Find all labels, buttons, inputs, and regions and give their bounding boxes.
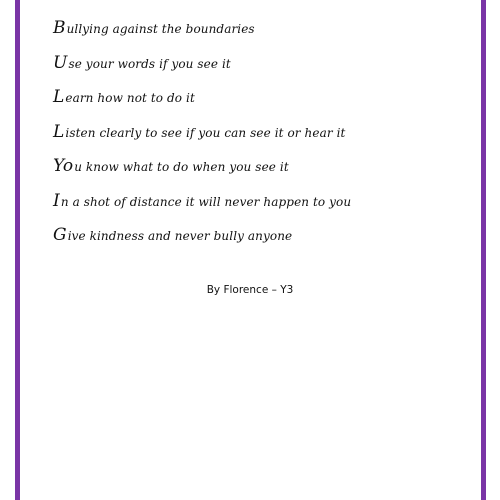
poem-line-4 xyxy=(53,122,473,157)
poem-line-text: n a shot of distance it will never happen to you xyxy=(60,194,352,209)
poem-line-text: isten clearly to see if you can see it or hear it xyxy=(65,125,346,140)
poem-line-initial: Yo xyxy=(53,156,74,176)
poem-line-text: earn how not to do it xyxy=(65,91,195,105)
poem-line-initial: B xyxy=(53,18,66,38)
author-byline: By Florence – Y3 xyxy=(206,284,294,296)
poem-line-2 xyxy=(53,53,473,88)
poem-line-6 xyxy=(53,191,473,226)
poem-line-1 xyxy=(53,18,473,53)
poem-line-text: se your words if you see it xyxy=(68,56,231,71)
poem-line-3 xyxy=(53,87,473,122)
poem-line-initial: L xyxy=(53,121,65,142)
acrostic-poem xyxy=(53,18,473,260)
poem-line-text: ullying against the boundaries xyxy=(66,22,255,36)
poem-line-5 xyxy=(53,156,473,191)
poem-line-initial: L xyxy=(53,87,65,107)
poem-line-7 xyxy=(53,225,473,260)
poem-line-initial: U xyxy=(53,52,68,73)
poem-line-initial: I xyxy=(53,190,60,211)
poem-line-initial: G xyxy=(53,225,67,245)
poem-line-text: ive kindness and never bully anyone xyxy=(67,229,293,243)
poem-line-text: u know what to do when you see it xyxy=(74,160,289,174)
